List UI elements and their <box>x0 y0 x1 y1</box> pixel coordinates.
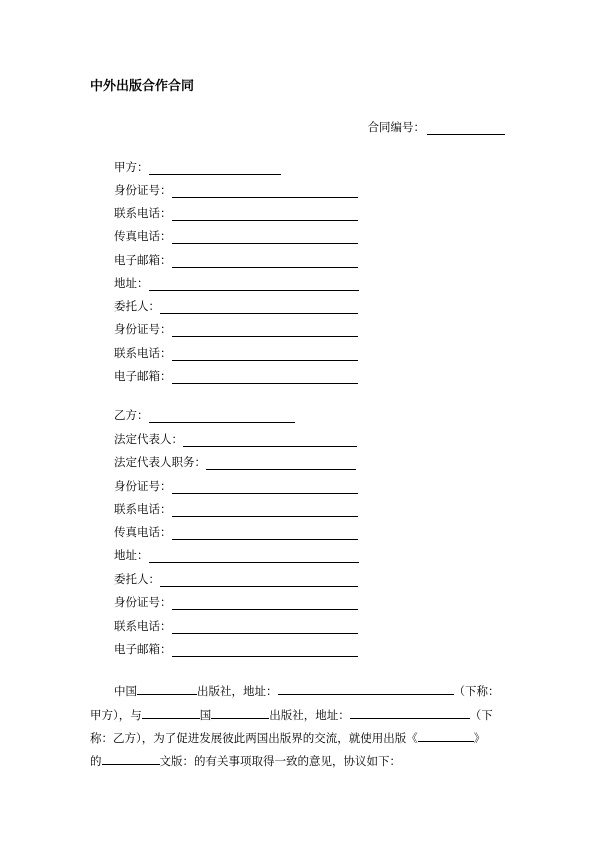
party-b-name-field <box>114 407 295 423</box>
contract-number-label: 合同编号： <box>367 120 425 134</box>
paragraph-text: 出版社，地址： <box>197 684 278 698</box>
contract-number-field <box>368 119 506 135</box>
field-label: 身份证号： <box>114 322 172 336</box>
field-blank[interactable] <box>172 504 358 517</box>
field-label: 电子邮箱： <box>114 369 172 383</box>
field-blank[interactable] <box>172 231 358 244</box>
party-a-agent-id-field <box>114 321 358 337</box>
paragraph-text: 甲方），与 <box>90 708 142 722</box>
field-blank[interactable] <box>172 644 358 657</box>
field-blank[interactable] <box>172 597 358 610</box>
party-a-agent-email-field <box>114 368 358 384</box>
paragraph-text: （下 <box>469 708 493 722</box>
paragraph-text: 中国 <box>114 684 137 698</box>
party-a-id-field <box>114 182 358 198</box>
field-label: 联系电话： <box>114 502 172 516</box>
book-title-blank[interactable] <box>418 730 474 742</box>
field-blank[interactable] <box>149 162 281 175</box>
paragraph-text: 的 <box>90 754 102 768</box>
field-label: 电子邮箱： <box>114 642 172 656</box>
party-b-agent-email-field <box>114 641 358 657</box>
field-label: 身份证号： <box>114 479 172 493</box>
party-a-fax-field <box>114 228 358 244</box>
field-blank[interactable] <box>172 371 358 384</box>
field-blank[interactable] <box>160 301 358 314</box>
party-b-agent-field <box>114 571 358 587</box>
field-label: 身份证号： <box>114 595 172 609</box>
paragraph-line-1 <box>114 683 518 699</box>
field-label: 委托人： <box>114 572 160 586</box>
party-b-address-field <box>114 547 359 563</box>
address-blank[interactable] <box>278 683 454 695</box>
party-b-phone-field <box>114 501 358 517</box>
paragraph-text: 》 <box>473 731 486 745</box>
paragraph-line-3 <box>90 730 518 746</box>
country-blank[interactable] <box>137 683 197 695</box>
field-blank[interactable] <box>172 348 358 361</box>
paragraph-text: 文版：的有关事项取得一致的意见，协议如下： <box>159 754 401 768</box>
party-b-fax-field <box>114 524 358 540</box>
party-b-legal-rep-title-field <box>114 454 356 470</box>
country-blank[interactable] <box>142 707 200 719</box>
field-blank[interactable] <box>172 185 358 198</box>
field-blank[interactable] <box>172 527 358 540</box>
party-b-agent-phone-field <box>114 618 358 634</box>
field-label: 传真电话： <box>114 229 172 243</box>
field-blank[interactable] <box>160 574 358 587</box>
field-label: 联系电话： <box>114 206 172 220</box>
field-label: 联系电话： <box>114 346 172 360</box>
field-blank[interactable] <box>172 255 358 268</box>
paragraph-line-2 <box>90 707 518 723</box>
field-label: 甲方： <box>114 160 149 174</box>
field-label: 乙方： <box>114 408 149 422</box>
paragraph-line-4 <box>90 753 518 769</box>
field-blank[interactable] <box>149 550 359 563</box>
party-a-agent-field <box>114 298 358 314</box>
party-a-address-field <box>114 275 359 291</box>
field-label: 身份证号： <box>114 183 172 197</box>
language-blank[interactable] <box>102 753 160 765</box>
field-label: 法定代表人职务： <box>114 455 206 469</box>
field-blank[interactable] <box>149 278 359 291</box>
field-label: 法定代表人： <box>114 432 183 446</box>
contract-number-blank[interactable] <box>427 122 505 135</box>
field-label: 委托人： <box>114 299 160 313</box>
paragraph-text: （下称： <box>453 684 500 698</box>
field-label: 传真电话： <box>114 525 172 539</box>
address-blank[interactable] <box>350 707 470 719</box>
field-blank[interactable] <box>172 621 358 634</box>
field-label: 电子邮箱： <box>114 253 172 267</box>
party-b-legal-rep-field <box>114 431 357 447</box>
party-a-email-field <box>114 252 358 268</box>
field-blank[interactable] <box>172 481 358 494</box>
party-b-id-field <box>114 478 358 494</box>
field-label: 联系电话： <box>114 619 172 633</box>
paragraph-text: 称：乙方），为了促进发展彼此两国出版界的交流，就使用出版《 <box>90 731 418 745</box>
publisher-blank[interactable] <box>211 707 269 719</box>
party-a-agent-phone-field <box>114 345 358 361</box>
party-a-phone-field <box>114 205 358 221</box>
field-blank[interactable] <box>172 208 358 221</box>
field-blank[interactable] <box>183 434 357 447</box>
party-b-agent-id-field <box>114 594 358 610</box>
paragraph-text: 出版社，地址： <box>269 708 350 722</box>
field-label: 地址： <box>114 276 149 290</box>
party-a-name-field <box>114 159 281 175</box>
paragraph-text: 国 <box>199 708 212 722</box>
field-label: 地址： <box>114 548 149 562</box>
document-title: 中外出版合作合同 <box>90 79 195 94</box>
field-blank[interactable] <box>149 410 295 423</box>
field-blank[interactable] <box>172 324 358 337</box>
field-blank[interactable] <box>206 457 356 470</box>
